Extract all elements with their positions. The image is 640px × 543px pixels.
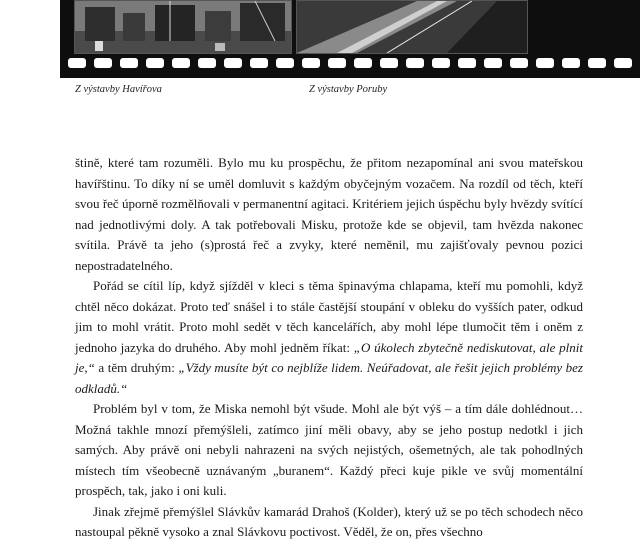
quote-1: „O úkolech zbytečně nediskutovat, ale plnit je,“ <box>75 339 583 375</box>
photo-caption-havirov: Z výstavby Havířova <box>75 84 162 95</box>
construction-photo-graphic <box>75 1 291 53</box>
quote-2: „Vždy musíte být co nejblíže lidem. Neúřadovat, ale řešit jejich problémy bez odkladů.“ <box>75 360 583 396</box>
photo-poruba-construction <box>296 0 528 54</box>
paragraph-4: Jinak zřejmě přemýšlel Slávkův kamarád Drahoš (Kolder), který už se po těch schodech něco nastoupal pěkně vysoko a znal Slávkovu poctivost. Věděl, že on, přes všechno <box>75 503 583 539</box>
photo-caption-poruba: Z výstavby Poruby <box>309 84 388 95</box>
film-perforations <box>60 58 640 70</box>
body-text <box>75 153 583 543</box>
paragraph-1: štině, které tam rozuměli. Bylo mu ku prospěchu, že přitom nezapomínal ani svou mateřskou havířštinu. To díky ní se uměl domluvit s každým obyčejným vozačem. Na rozdíl od těch, kteří svou řeč úporně rozmělňovali v permanentní agitaci. Kritériem jejich úspěchu byly hvězdy svítící nad jednotlivými doly. A tak potřebovali Misku, protože kde se objevil, tam hvězda nakonec svítila. Právě ta jeho (s)prostá řeč a zvyky, které neměnil, mu zajišťovaly pevnou pozici nepostradatelného. <box>75 155 583 273</box>
photo-havirov-construction <box>74 0 292 54</box>
photo-filmstrip <box>60 0 640 78</box>
paragraph-2 <box>75 276 583 399</box>
road-photo-graphic <box>297 1 527 53</box>
paragraph-2-text-a: Pořád se cítil líp, když sjížděl v kleci s těma špinavýma chlapama, kteří mu pomohli, když chtěl něco dokázat. Proto teď snášel i to stále častější stoupání v obleku do vyšších pater, odkud jim to mohl vrátit. Proto mohl sedět v těch kancelářích, aby mohl lépe tlumočit těm i oněm z jednoho jazyka do druhého. Aby mohl jedněm říkat: <box>75 278 583 355</box>
paragraph-2-text-b: a těm druhým: <box>94 360 179 375</box>
paragraph-3: Problém byl v tom, že Miska nemohl být všude. Mohl ale být výš – a tím dále dohlédnout… Možná takhle mnozí přemýšleli, zatímco jiní měli obavy, aby se jeho postup nedotkl i jich samých. Aby právě oni nebyli nahrazeni na svých nejistých, ošemetných, ale tak pohodlných místech tím všeobecně uznávaným „buranem“. Každý přeci kuje pikle ve svůj momentální prospěch, tak, jako i oni kuli. <box>75 401 583 498</box>
